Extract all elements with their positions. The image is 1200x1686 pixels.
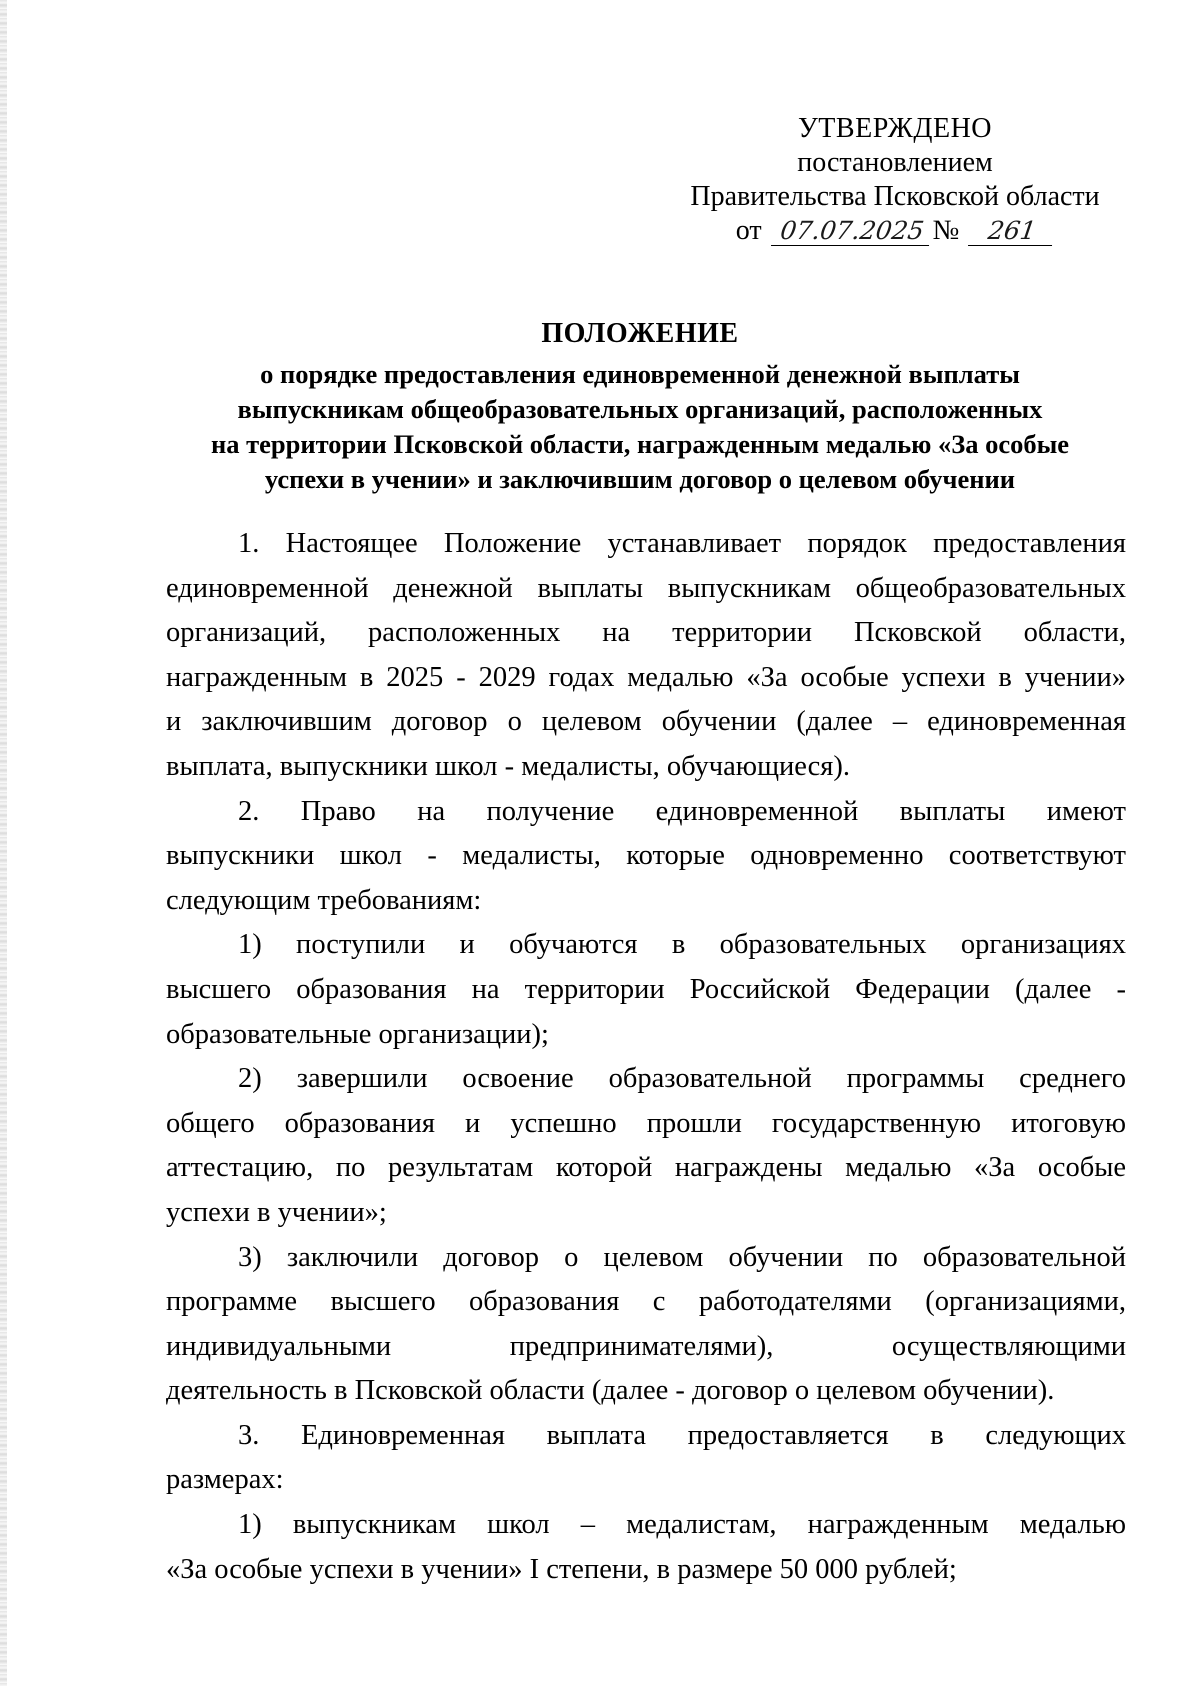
- body-line: деятельность в Псковской области (далее - договор о целевом обучении).: [166, 1375, 1055, 1407]
- body-line: аттестацию, по результатам которой награждены медалью «За особые: [166, 1152, 1126, 1184]
- body-line: высшего образования на территории Российской Федерации (далее -: [166, 973, 1126, 1005]
- body-line: общего образования и успешно прошли государственную итоговую: [166, 1107, 1126, 1139]
- handwritten-number: 261: [968, 217, 1056, 246]
- document-title: ПОЛОЖЕНИЕ: [541, 318, 739, 349]
- subtitle-line: успехи в учении» и заключившим договор о целевом обучении: [264, 464, 1016, 494]
- body-line: 1) выпускникам школ – медалистам, награжденным медалью: [238, 1509, 1126, 1541]
- subtitle-line: выпускникам общеобразовательных организаций, расположенных: [237, 394, 1043, 424]
- body-line: индивидуальными предпринимателями), осуществляющими: [166, 1330, 1126, 1362]
- body-line: «За особые успехи в учении» I степени, в размере 50 000 рублей;: [166, 1553, 957, 1585]
- approval-word: УТВЕРЖДЕНО: [797, 113, 993, 144]
- approval-block: [680, 112, 1110, 248]
- body-line: 1. Настоящее Положение устанавливает порядок предоставления: [238, 528, 1126, 559]
- body-line: организаций, расположенных на территории Псковской области,: [166, 617, 1126, 649]
- handwritten-date: 07.07.2025: [771, 217, 933, 246]
- approval-resolution-line: постановлением: [797, 147, 993, 178]
- subtitle-line: на территории Псковской области, награжденным медалью «За особые: [210, 429, 1070, 459]
- body-line: успехи в учении»;: [166, 1196, 387, 1228]
- date-prefix: от: [735, 215, 762, 246]
- body-line: единовременной денежной выплаты выпускникам общеобразовательных: [166, 572, 1126, 604]
- body-line: и заключившим договор о целевом обучении (далее – единовременная: [166, 706, 1126, 738]
- body-line: программе высшего образования с работодателями (организациями,: [166, 1286, 1126, 1318]
- body-line: выплата, выпускники школ - медалисты, обучающиеся).: [166, 750, 851, 782]
- body-line: размерах:: [166, 1464, 284, 1496]
- document-body: [166, 522, 1126, 1592]
- body-line: образовательные организации);: [166, 1018, 549, 1050]
- body-line: следующим требованиям:: [166, 884, 482, 916]
- body-line: выпускники школ - медалисты, которые одновременно соответствуют: [166, 840, 1126, 872]
- document-subtitle: [150, 357, 1130, 497]
- title-block: [150, 316, 1130, 497]
- approval-date-line: [736, 214, 1055, 248]
- body-line: 3) заключили договор о целевом обучении по образовательной: [238, 1241, 1126, 1273]
- body-line: 3. Единовременная выплата предоставляется в следующих: [238, 1419, 1126, 1451]
- body-line: награжденным в 2025 - 2029 годах медалью «За особые успехи в учении»: [166, 661, 1126, 693]
- number-sign: №: [932, 215, 960, 246]
- body-line: 1) поступили и обучаются в образовательных организациях: [238, 929, 1126, 961]
- body-line: 2) завершили освоение образовательной программы среднего: [238, 1063, 1126, 1095]
- approval-government-line: Правительства Псковской области: [690, 181, 1100, 212]
- subtitle-line: о порядке предоставления единовременной денежной выплаты: [260, 359, 1020, 389]
- body-line: 2. Право на получение единовременной выплаты имеют: [238, 795, 1126, 827]
